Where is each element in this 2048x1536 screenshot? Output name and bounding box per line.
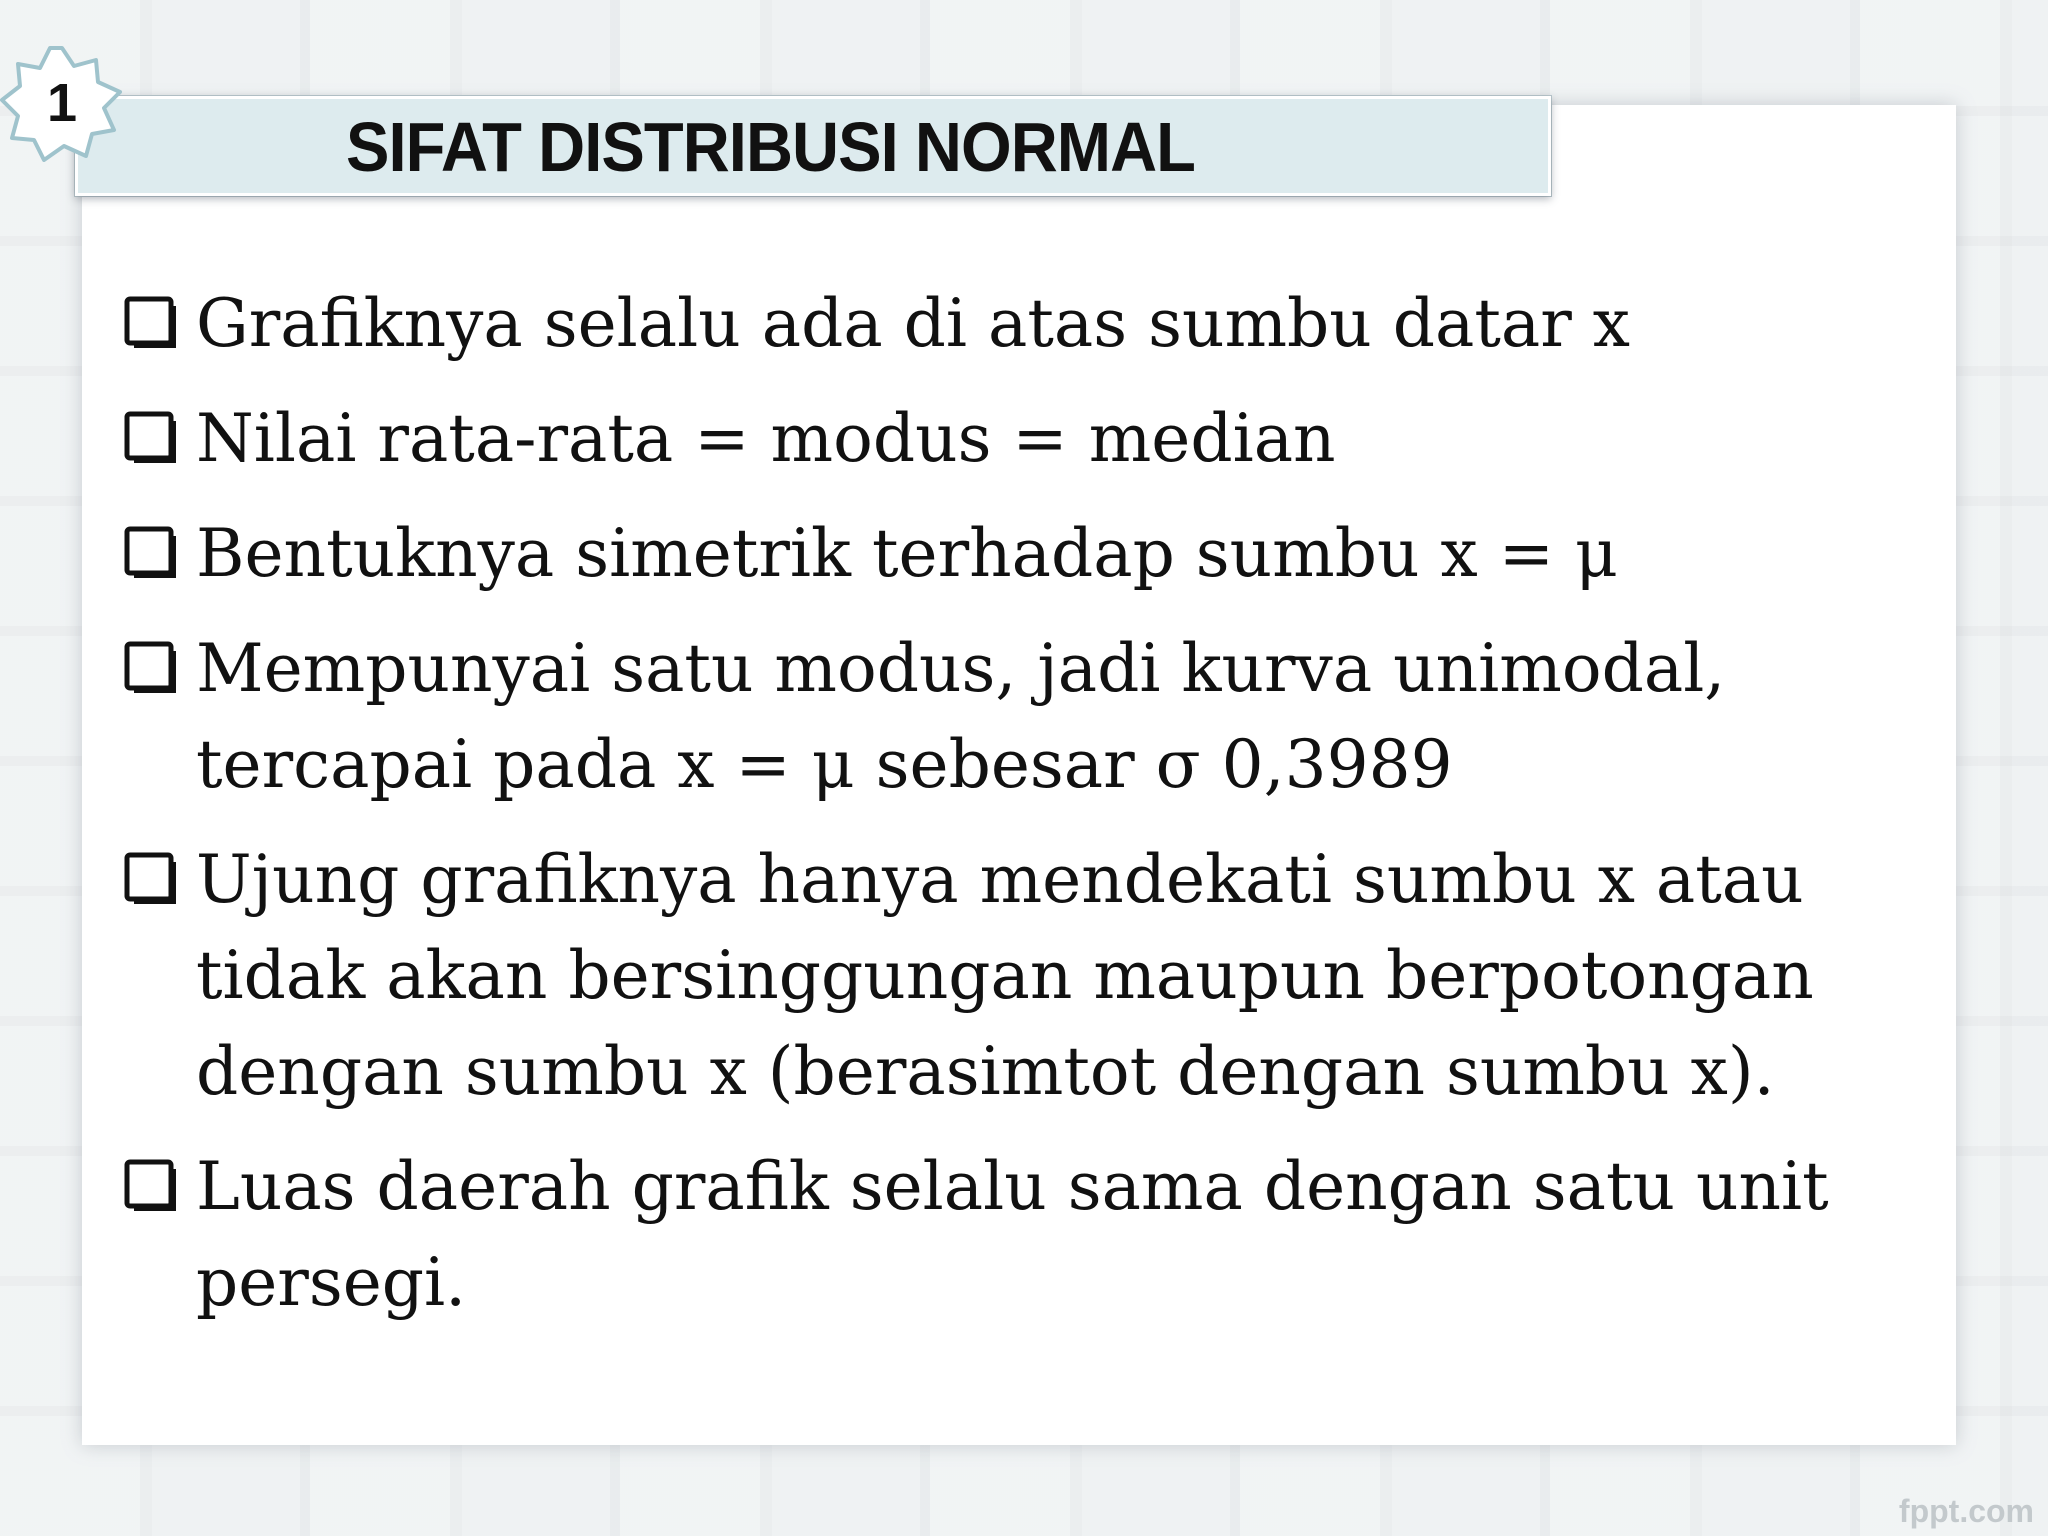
bullet-text-continuation: persegi. <box>196 1244 467 1321</box>
bullet-item <box>120 621 1920 813</box>
square-bullet-icon <box>124 852 178 906</box>
bullet-item <box>120 391 1920 487</box>
square-bullet-icon <box>124 296 178 350</box>
slide-number: 1 <box>46 73 78 133</box>
bullet-text: Bentuknya simetrik terhadap sumbu x = μ <box>196 515 1618 592</box>
watermark: fppt.com <box>1898 1493 2034 1529</box>
bullet-text: Luas daerah grafik selalu sama dengan satu unit <box>196 1148 1829 1225</box>
bullet-text: Ujung grafiknya hanya mendekati sumbu x atau <box>196 841 1804 918</box>
bullet-item <box>120 276 1920 372</box>
square-bullet-icon <box>124 641 178 695</box>
square-bullet-icon <box>124 1159 178 1213</box>
bullet-item <box>120 832 1920 1120</box>
bullet-text-continuation: dengan sumbu x (berasimtot dengan sumbu x). <box>196 1033 1775 1110</box>
bullet-list <box>120 276 1920 1350</box>
slide-number-badge <box>0 44 124 162</box>
bullet-text: Grafiknya selalu ada di atas sumbu datar x <box>196 285 1630 362</box>
bullet-text: Mempunyai satu modus, jadi kurva unimodal, <box>196 630 1726 707</box>
bullet-item <box>120 1139 1920 1331</box>
bullet-text: Nilai rata-rata = modus = median <box>196 400 1336 477</box>
square-bullet-icon <box>124 526 178 580</box>
square-bullet-icon <box>124 411 178 465</box>
title-bar <box>75 96 1551 196</box>
slide-title: SIFAT DISTRIBUSI NORMAL <box>346 108 1196 186</box>
bullet-text-continuation: tidak akan bersinggungan maupun berpotongan <box>196 937 1814 1014</box>
bullet-item <box>120 506 1920 602</box>
bullet-text-continuation: tercapai pada x = μ sebesar σ 0,3989 <box>196 726 1453 803</box>
